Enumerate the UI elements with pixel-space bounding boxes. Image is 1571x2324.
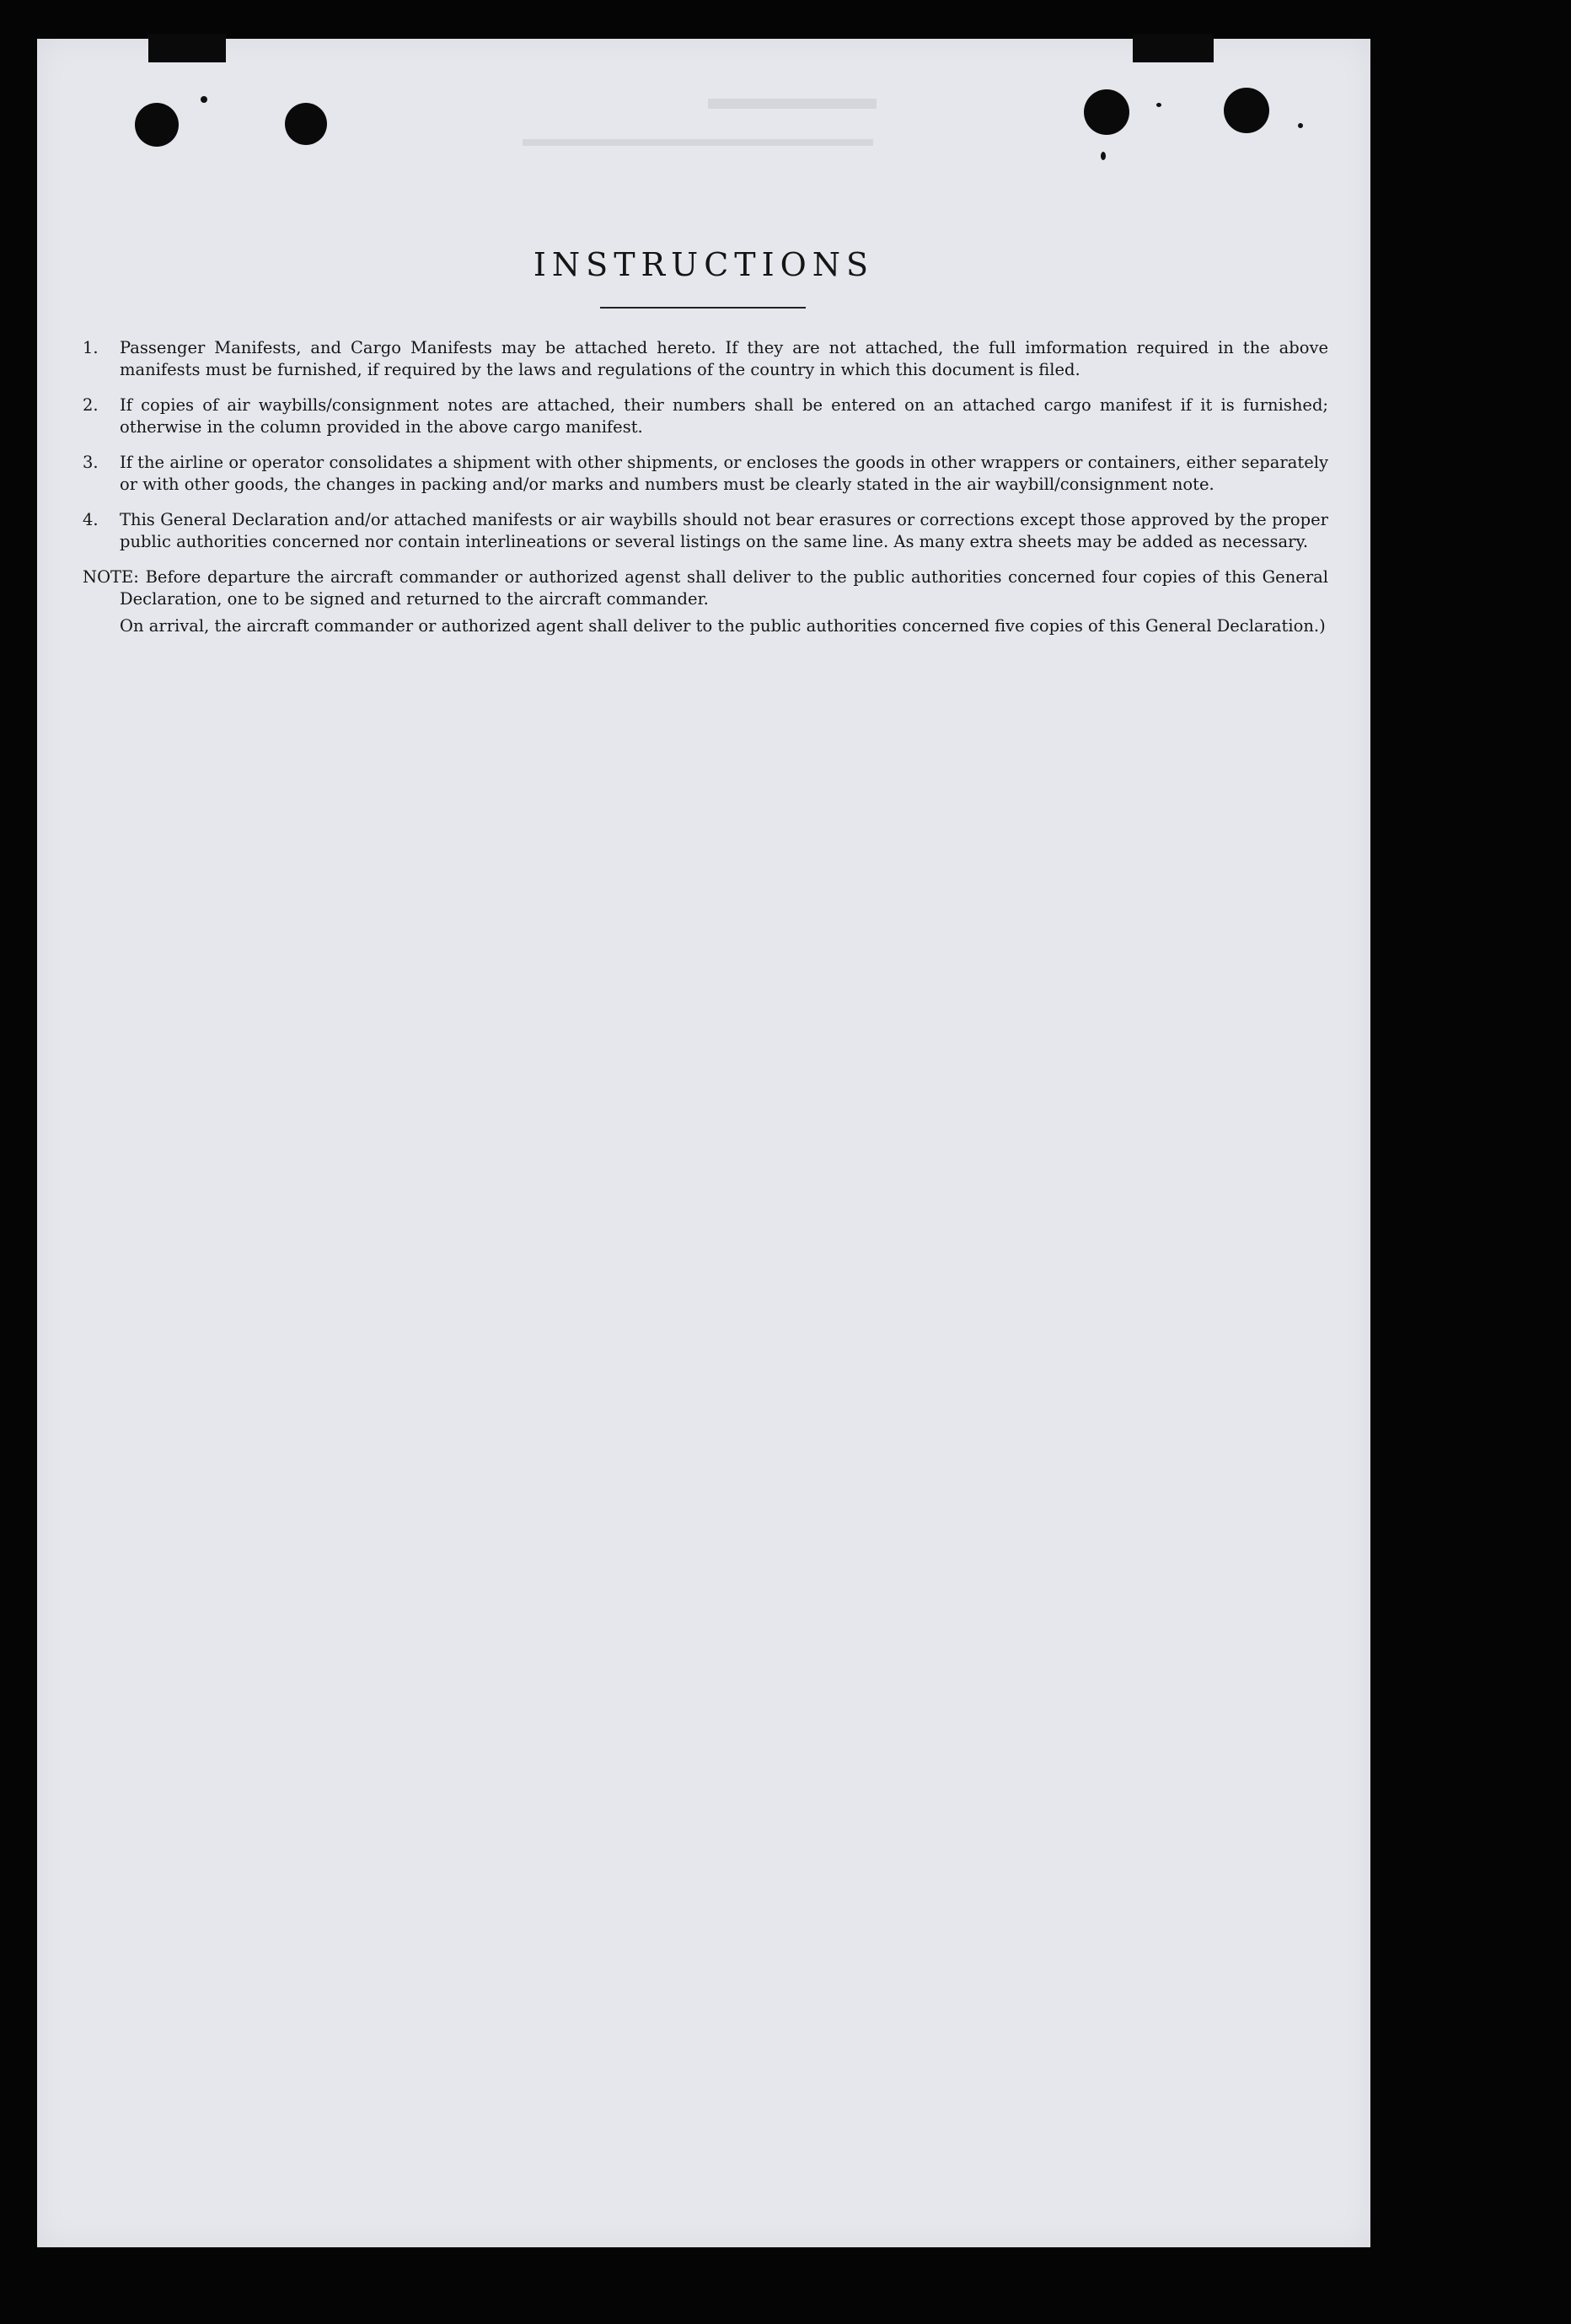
title-underline [600, 307, 806, 309]
item-number: 4. [83, 510, 99, 529]
speck [1298, 123, 1303, 128]
note-block [83, 566, 1328, 637]
instruction-item [83, 509, 1328, 553]
note-arrival-text: On arrival, the aircraft commander or authorized agent shall deliver to the public authorities concerned five copies of this General Declaration.) [120, 616, 1326, 636]
bleed-through-mark: ▬▬▬▬▬ [708, 78, 877, 116]
binder-tab-right [1133, 34, 1214, 62]
binder-tab-left [148, 34, 226, 62]
note-label: NOTE: [83, 567, 139, 587]
item-number: 1. [83, 338, 99, 357]
punch-hole [1084, 89, 1129, 135]
instructions-list [83, 337, 1328, 642]
speck [201, 96, 207, 103]
punch-hole [285, 103, 327, 145]
punch-hole [135, 103, 179, 147]
item-number: 3. [83, 453, 99, 472]
item-text: If the airline or operator consolidates a shipment with other shipments, or encloses the goods in other wrappers or containers, either separately or with other goods, the changes in packing and/or marks and numbers must be clearly stated in the air waybill/consignment note. [120, 453, 1328, 494]
instruction-item [83, 452, 1328, 496]
bleed-through-mark: ▬▬▬▬▬▬▬▬▬▬▬▬▬▬▬▬ [523, 126, 873, 151]
item-number: 2. [83, 395, 99, 415]
instruction-item [83, 337, 1328, 381]
punch-hole [1224, 88, 1269, 133]
speck [1156, 103, 1161, 107]
instruction-item [83, 394, 1328, 438]
page-title: INSTRUCTIONS [533, 246, 875, 283]
item-text: Passenger Manifests, and Cargo Manifests may be attached hereto. If they are not attached, the full imformation required in the above manifests must be furnished, if required by the laws and regulations of the country in which this document is filed. [120, 338, 1328, 379]
item-text: This General Declaration and/or attached manifests or air waybills should not bear erasures or corrections except those approved by the proper public authorities concerned nor contain interlineations or several listings on the same line. As many extra sheets may be added as necessary. [120, 510, 1328, 551]
note-departure-text: Before departure the aircraft commander or authorized agenst shall deliver to the public authorities concerned four copies of this General Declaration, one to be signed and returned to the aircraft commander. [120, 567, 1328, 609]
item-text: If copies of air waybills/consignment notes are attached, their numbers shall be entered on an attached cargo manifest if it is furnished; otherwise in the column provided in the above cargo manifest. [120, 395, 1328, 437]
speck [1101, 152, 1106, 160]
